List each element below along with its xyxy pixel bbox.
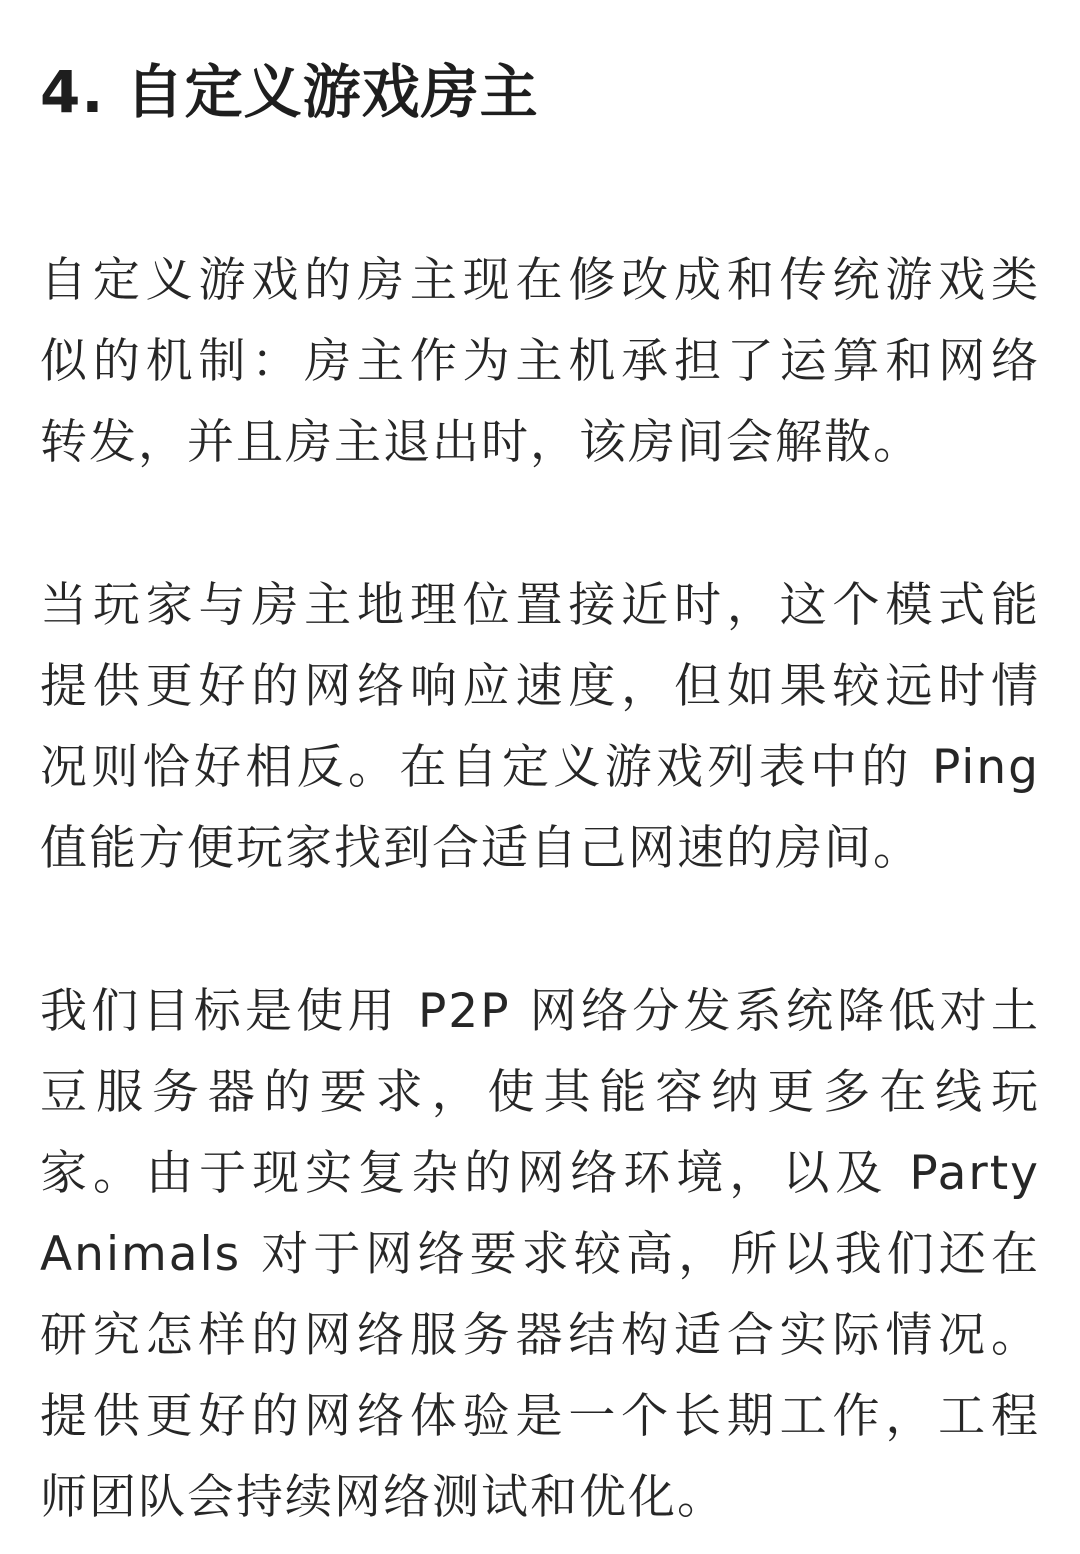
section-heading: 4. 自定义游戏房主 [40, 58, 539, 126]
paragraph-line: 我们目标是使用 P2P 网络分发系统降低对土 [40, 984, 1040, 1039]
paragraph-p2p-goal [40, 971, 1040, 1538]
paragraph-line: Animals 对于网络要求较高，所以我们还在 [40, 1227, 1040, 1282]
paragraph-line: 家。由于现实复杂的网络环境，以及 Party [40, 1146, 1040, 1201]
paragraph-line: 提供更好的网络体验是一个长期工作，工程 [40, 1389, 1040, 1444]
paragraph-line: 似的机制：房主作为主机承担了运算和网络 [40, 334, 1040, 389]
paragraph-line: 提供更好的网络响应速度，但如果较远时情 [40, 659, 1040, 714]
paragraph-line: 当玩家与房主地理位置接近时，这个模式能 [40, 578, 1040, 633]
paragraph-line: 自定义游戏的房主现在修改成和传统游戏类 [40, 253, 1040, 308]
paragraph-line: 师团队会持续网络测试和优化。 [40, 1470, 726, 1525]
paragraph-line: 豆服务器的要求，使其能容纳更多在线玩 [40, 1065, 1040, 1120]
paragraph-network-latency [40, 565, 1040, 889]
paragraph-line: 研究怎样的网络服务器结构适合实际情况。 [40, 1308, 1040, 1363]
paragraph-custom-game-host [40, 240, 1040, 483]
paragraph-line: 值能方便玩家找到合适自己网速的房间。 [40, 821, 922, 876]
paragraph-line: 转发，并且房主退出时，该房间会解散。 [40, 415, 922, 470]
paragraph-line: 况则恰好相反。在自定义游戏列表中的 Ping [40, 740, 1040, 795]
